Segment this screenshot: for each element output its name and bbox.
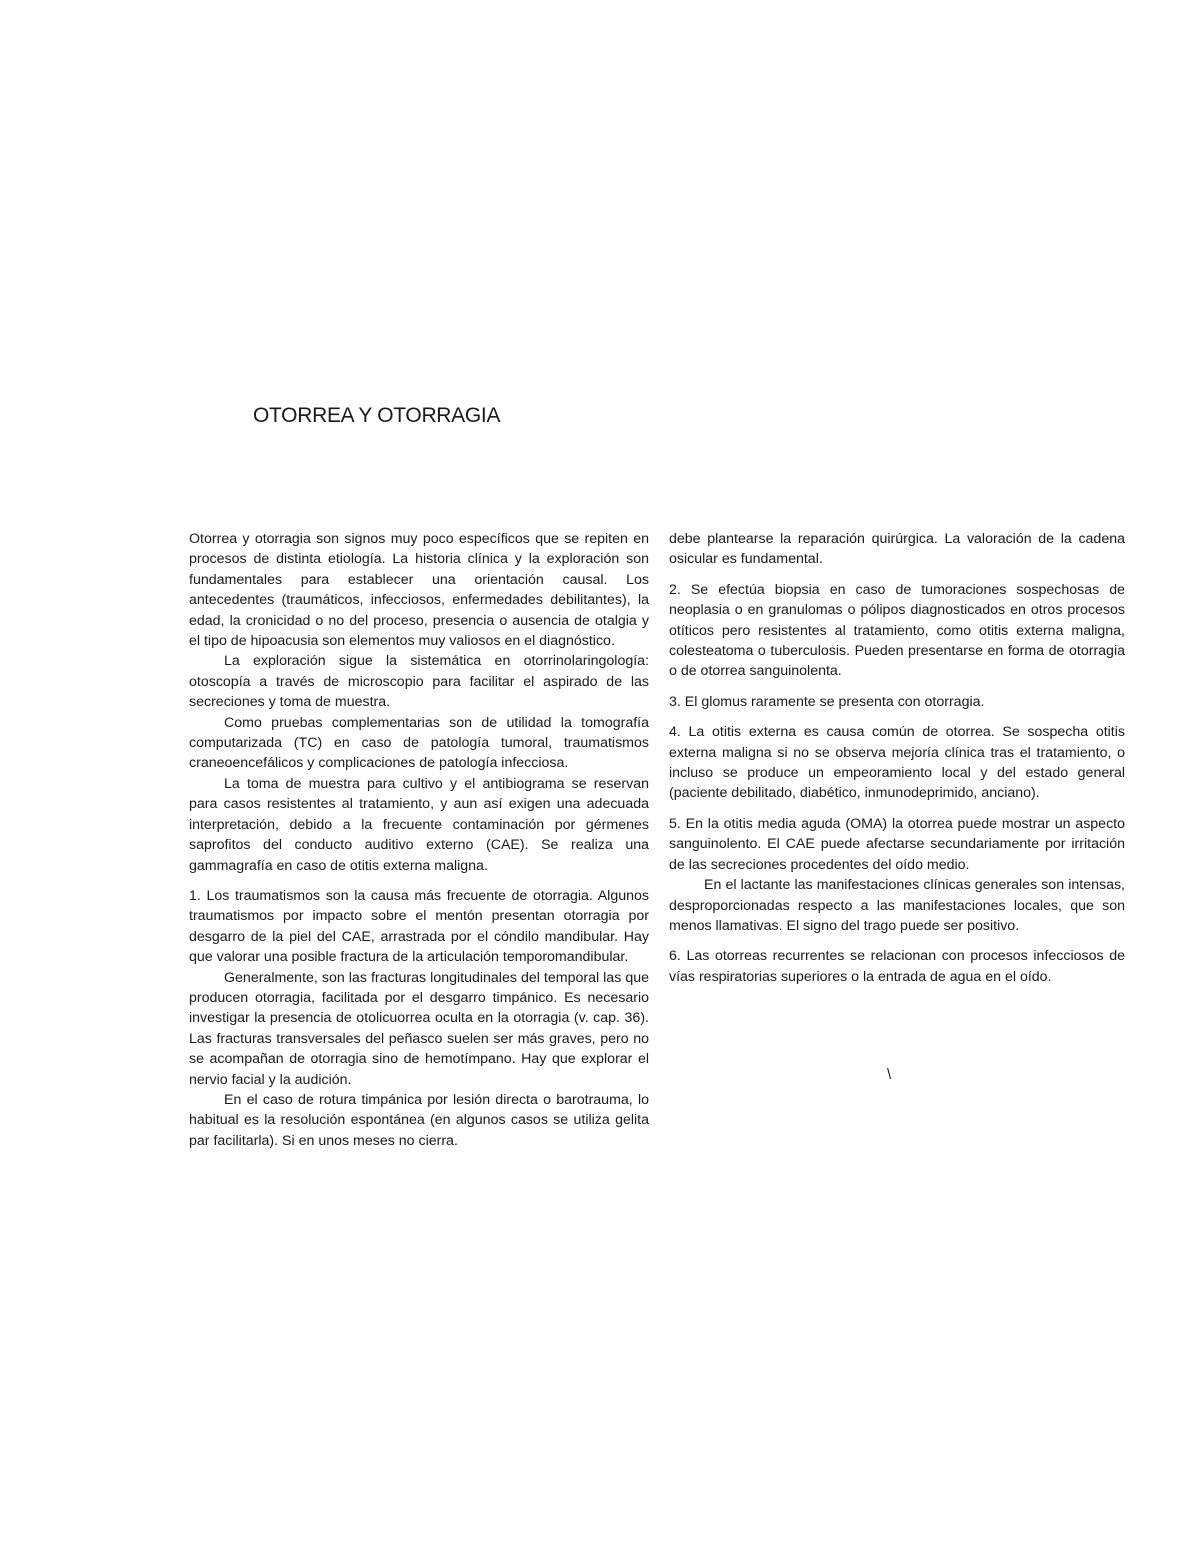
paragraph-tympanic-rupture: En el caso de rotura timpánica por lesión directa o barotrauma, lo habitual es la resolución espontánea (en algunos casos se utiliza gelita par facilitarla). Si en unos meses no cierra.	[189, 1091, 649, 1149]
paragraph-item-3-glomus: 3. El glomus raramente se presenta con otorragia.	[669, 693, 985, 710]
paragraph-item-2-biopsy: 2. Se efectúa biopsia en caso de tumoraciones sospechosas de neoplasia o en granulomas o pólipos diagnosticados en otros procesos otíticos pero resistentes al tratamiento, como otitis externa maligna, colesteatoma o tuberculosis. Pueden presentarse en forma de otorragia o de otorrea sanguinolenta.	[669, 581, 1125, 680]
page-title: OTORREA Y OTORRAGIA	[253, 404, 501, 427]
paragraph-exploration: La exploración sigue la sistemática en otorrinolaringología: otoscopía a través de microscopio para facilitar el aspirado de las secreciones y toma de muestra.	[189, 653, 649, 711]
paragraph-item-1-traumatisms: 1. Los traumatismos son la causa más frecuente de otorragia. Algunos traumatismos por impacto sobre el mentón presentan otorragia por desgarro de la piel del CAE, arrastrada por el cóndilo mandibular. Hay que valorar una posible fractura de la articulación temporomandibular.	[189, 887, 649, 966]
paragraph-complementary-tests: Como pruebas complementarias son de utilidad la tomografía computarizada (TC) en caso de patología tumoral, traumatismos craneoencefálicos y complicaciones de patología infecciosa.	[189, 714, 649, 772]
paragraph-culture-sample: La toma de muestra para cultivo y el antibiograma se reservan para casos resistentes al tratamiento, y aun así exigen una adecuada interpretación, debido a la frecuente contaminación por gérmenes saprofitos del conducto auditivo externo (CAE). Se realiza una gammagrafía en caso de otitis externa maligna.	[189, 775, 649, 874]
paragraph-intro: Otorrea y otorragia son signos muy poco específicos que se repiten en procesos de distinta etiología. La historia clínica y la exploración son fundamentales para establecer una orientación causal. Los antecedentes (traumáticos, infecciosos, enfermedades debilitantes), la edad, la cronicidad o no del proceso, presencia o ausencia de otalgia y el tipo de hipoacusia son elementos muy valiosos en el diagnóstico.	[189, 531, 649, 650]
paragraph-item-6-recurrent-otorrhea: 6. Las otorreas recurrentes se relacionan con procesos infecciosos de vías respiratorias superiores o la entrada de agua en el oído.	[669, 948, 1125, 985]
stray-backslash-mark: \	[887, 1066, 892, 1083]
paragraph-temporal-fractures: Generalmente, son las fracturas longitudinales del temporal las que producen otorragia, facilitada por el desgarro timpánico. Es necesario investigar la presencia de otolicuorrea oculta en la otorragia (v. cap. 36). Las fracturas transversales del peñasco suelen ser más graves, pero no se acompañan de otorragia sino de hemotímpano. Hay que explorar el nervio facial y la audición.	[189, 969, 649, 1088]
paragraph-infant: En el lactante las manifestaciones clínicas generales son intensas, desproporcionadas respecto a las manifestaciones locales, que son menos llamativas. El signo del trago puede ser positivo.	[669, 877, 1125, 934]
paragraph-surgical-repair: debe plantearse la reparación quirúrgica. La valoración de la cadena osicular es fundamental.	[669, 531, 1125, 568]
right-column	[669, 529, 1125, 987]
paragraph-item-4-external-otitis: 4. La otitis externa es causa común de otorrea. Se sospecha otitis externa maligna si no se observa mejoría clínica tras el tratamiento, o incluso se produce un empeoramiento local y del estado general (paciente debilitado, diabético, inmunodeprimido, anciano).	[669, 724, 1125, 802]
paragraph-item-5-acute-otitis-media: 5. En la otitis media aguda (OMA) la otorrea puede mostrar un aspecto sanguinolento. El CAE puede afectarse secundariamente por irritación de las secreciones procedentes del oído medio.	[669, 815, 1125, 873]
left-column	[189, 529, 649, 1151]
